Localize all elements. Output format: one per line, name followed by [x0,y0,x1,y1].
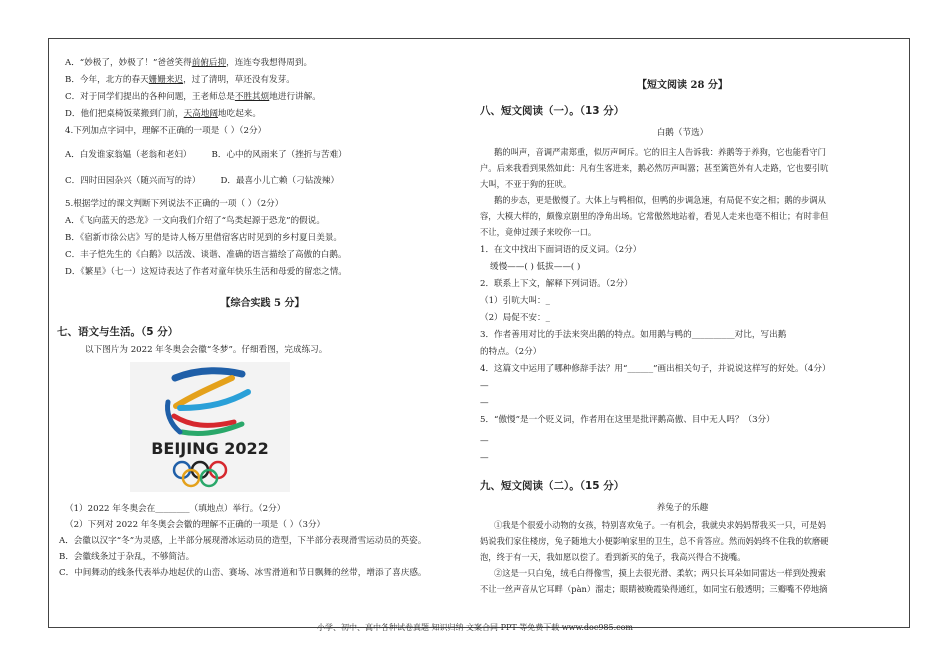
emblem-text: BEIJING 2022 [151,439,269,458]
passage1-line: 户。后来我看到果然如此：凡有生客进来，鹅必然厉声叫嚣；甚至篱笆外有人走路，它也要引吭 [480,163,829,173]
reading-q4: 4．这篇文中运用了哪种修辞手法？用“______”画出相关句子，并说说这样写的好处。（4分） [480,364,831,374]
q3-option-c: C．对于同学们提出的各种问题，王老师总是不胜其烦地进行讲解。 [65,92,321,102]
answer-line: — [480,453,489,463]
q5-title: 5.根据学过的课文判断下列说法不正确的一项（ ）（2分） [65,199,284,209]
passage2-line: ②这是一只白兔，绒毛白得像雪，摸上去很光滑、柔软；两只长耳朵如同雷达一样到处搜索 [494,568,826,578]
answer-line: — [480,436,489,446]
q7-option-c: C．中间舞动的线条代表举办地起伏的山峦、赛场、冰雪滑道和节日飘舞的丝带，增添了喜庆感。 [59,568,427,578]
q7-intro: 以下图片为 2022 年冬奥会会徽“冬梦”。仔细看图，完成练习。 [85,345,328,355]
passage2-title: 养兔子的乐趣 [656,503,709,513]
passage1-line: 鹅的步态，更是傲慢了。大体上与鸭相似，但鸭的步调急速，有局促不安之相；鹅的步调从 [494,195,826,205]
answer-line: — [480,381,489,391]
q3-option-d: D．他们把桌椅饭菜搬到门前，天高地阔地吃起来。 [65,109,261,119]
emblem-graphic [130,362,290,492]
passage1-line: 鹅的叫声，音调严肃郑重，似厉声呵斥。它的旧主人告诉我：养鹅等于养狗，它也能看守门 [494,147,826,157]
reading-q3-cont: 的特点。（2分） [480,347,542,357]
passage1-line: 不让，竟伸过颈子来咬你一口。 [480,227,597,237]
passage2-line: 泡，终于有一天，我如愿以偿了。看到新买的兔子，我高兴得合不拢嘴。 [480,552,746,562]
section-reading: 【短文阅读 28 分】 [637,80,728,91]
q5-option-d: D．《繁星》（七一）这短诗表达了作者对童年快乐生活和母爱的留恋之情。 [65,267,347,277]
passage1-title: 白鹅（节选） [656,128,709,138]
section-practice: 【综合实践 5 分】 [220,298,305,309]
right-column [480,60,885,597]
q4-row-1: A．白发谁家翁媪（老翁和老妇） B．心中的风雨来了（挫折与苦难） [65,150,347,160]
q4-title: 4.下列加点字词中，理解不正确的一项是（ ）（2分） [65,126,267,136]
q3-option-b: B．今年，北方的春天姗姗来迟，过了清明，草还没有发芽。 [65,75,295,85]
passage2-line: 不让一丝声音从它耳畔（pàn）溜走；眼睛被晚霞染得通红，如同宝石般透明；三瓣嘴不停地摘 [480,584,828,594]
q4-row-2: C．四时田园杂兴（随兴而写的诗） D．最喜小儿亡赖（刁钻泼辣） [65,176,340,186]
q7-sub-2: （2）下列对 2022 年冬奥会会徽的理解不正确的一项是（ ）（3分） [65,520,326,530]
q7-option-a: A．会徽以汉字“冬”为灵感，上半部分展现滑冰运动员的造型，下半部分表现滑雪运动员的英姿。 [59,536,427,546]
passage1-line: 容，大模大样的，颇像京剧里的净角出场。它常傲然地站着，看见人走来也毫不相让；有时非但 [480,211,829,221]
q9-title: 九、短文阅读（二）。（15 分） [480,480,625,492]
answer-line: — [480,398,489,408]
q3-option-a: A．“妙极了，妙极了！”爸爸笑得前俯后抑，连连夸我想得周到。 [65,58,313,68]
reading-q2: 2．联系上下文，解释下列词语。（2分） [480,279,633,289]
winter-olympics-emblem [130,362,290,492]
q8-title: 八、短文阅读（一）。（13 分） [480,105,625,117]
reading-q2-b: （2）局促不安：_ [480,313,550,323]
reading-q3: 3．作者善用对比的手法来突出鹅的特点。如用鹅与鸭的__________对比，写出鹅 [480,330,787,340]
passage1-line: 大叫，不亚于狗的狂吠。 [480,179,572,189]
reading-q1: 1．在文中找出下面词语的反义词。（2分） [480,245,642,255]
passage2-line: 妈说我们家住楼房，兔子随地大小便影响家里的卫生，总不肯答应。然而妈妈终不住我的软磨硬 [480,536,829,546]
left-column [57,58,460,356]
q7-sub-1: （1）2022 年冬奥会在________（填地点）举行。（2分） [65,504,286,514]
q5-option-b: B．《宿新市徐公店》写的是诗人杨万里借宿客店时见到的乡村夏日美景。 [65,233,343,243]
q7-option-b: B．会徽线条过于杂乱，不够简洁。 [59,552,195,562]
q7-questions [59,504,465,579]
reading-q1-answer: 缓慢——( ) 低拔——( ) [490,262,581,272]
q5-option-c: C．丰子恺先生的《白鹅》以活泼、谈谐、准确的语言描绘了高傲的白鹅。 [65,250,347,260]
page-footer: 小学、初中、高中各种试卷真题 知识归纳 文案合同 PPT 等免费下载 www.doc985.com [316,623,634,632]
reading-q2-a: （1）引吭大叫：_ [480,296,550,306]
passage2-line: ①我是个很爱小动物的女孩，特别喜欢兔子。一有机会，我就央求妈妈帮我买一只，可是妈 [494,520,826,530]
q5-option-a: A．《飞向蓝天的恐龙》一文向我们介绍了“鸟类起源于恐龙”的假说。 [65,216,325,226]
reading-q5: 5．“傲慢”是一个贬义词，作者用在这里是批评鹅高傲、目中无人吗？（3分） [480,415,775,425]
q7-title: 七、语文与生活。（5 分） [57,326,179,338]
